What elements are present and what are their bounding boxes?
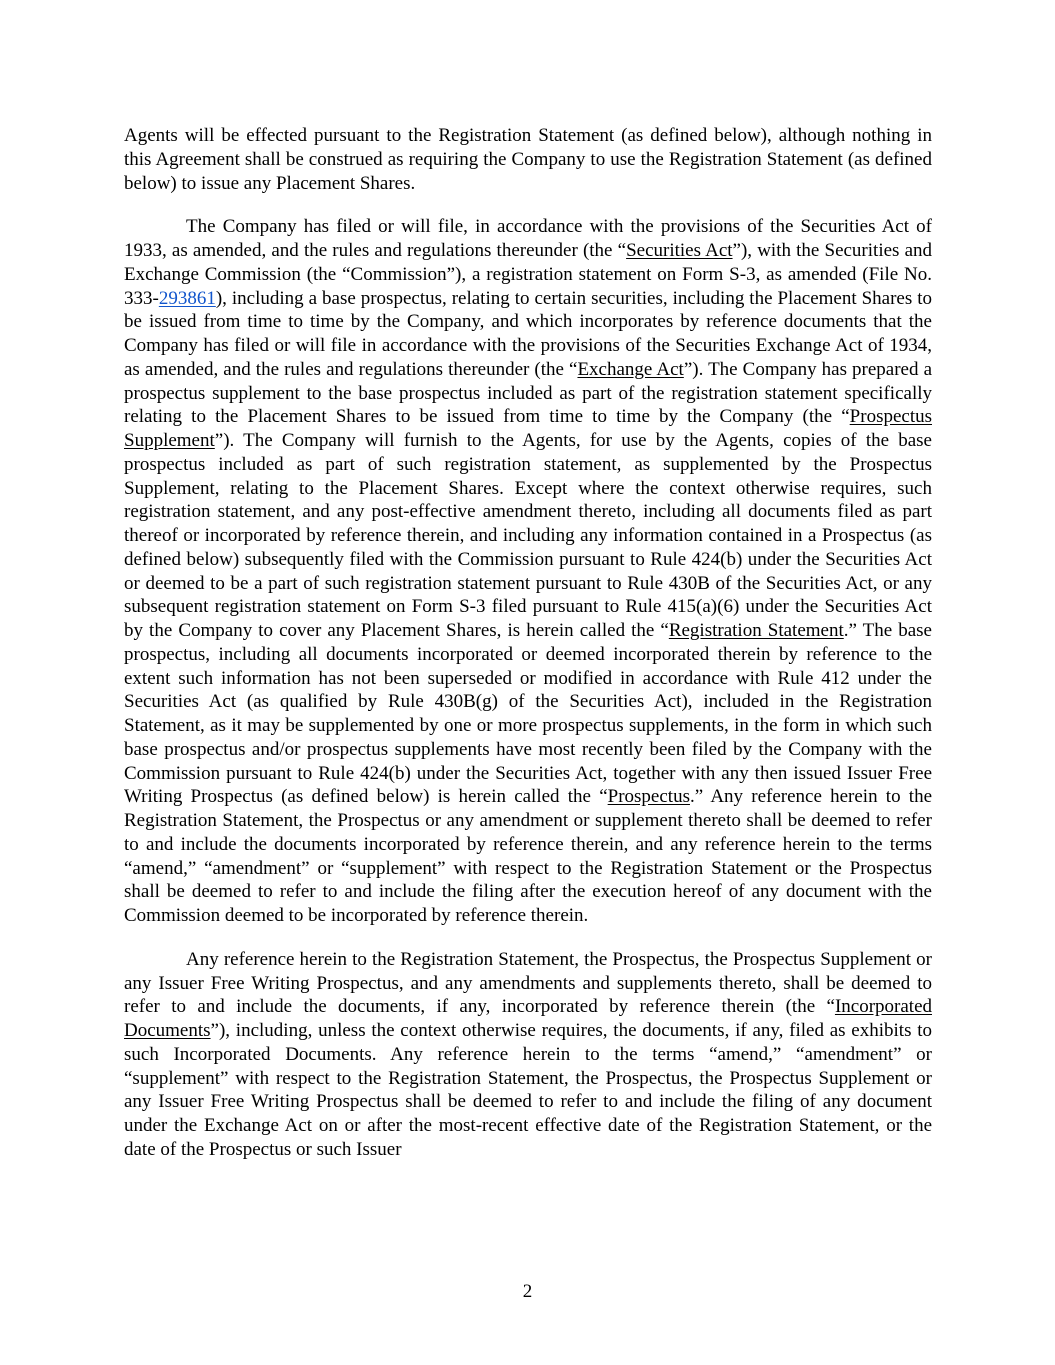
text-segment: ”). The Company will furnish to the Agents, for use by the Agents, copies of the base prospectus included as part of such registration statement, as supplemented by the Prospectus Supplement, relating to the Placement Shares. Except where the context otherwise requires, such registration statement, and any post-effective amendment thereto, including all documents filed as part thereof or incorporated by reference therein, and including any information contained in a Prospectus (as defined below) subsequently filed with the Commission pursuant to Rule 424(b) under the Securities Act or deemed to be a part of such registration statement pursuant to Rule 430B of the Securities Act, or any subsequent registration statement on Form S-3 filed pursuant to Rule 415(a)(6) under the Securities Act by the Company to cover any Placement Shares, is herein called the “ [124, 430, 932, 641]
text-segment: ), including a base prospectus, relating to certain securities, including the Placement Shares to be issued from time to time by the Company, and which incorporates by reference documents that the Company has filed or will file in accordance with the provisions of the Securities Exchange Act of 1934, as amended, and the rules and regulations thereunder (the “ [124, 287, 932, 380]
paragraph-registration-statement [124, 215, 932, 928]
page-number: 2 [522, 1281, 533, 1302]
defined-term-prospectus: Prospectus [607, 786, 690, 808]
defined-term-securities-act: Securities Act [626, 240, 733, 261]
text-segment: .” The base prospectus, including all documents incorporated or deemed incorporated therein by reference to the extent such information has not been superseded or modified in accordance with Rule 412 under the Securities Act (as qualified by Rule 430B(g) of the Securities Act), included in the Registration Statement, as it may be supplemented by one or more prospectus supplements, in the form in which such base prospectus and/or prospectus supplements have most recently been filed by the Company with the Commission pursuant to Rule 424(b) under the Securities Act, together with any then issued Issuer Free Writing Prospectus (as defined below) is herein called the “ [124, 620, 932, 808]
file-number-link[interactable]: 293861 [158, 287, 216, 309]
text-segment: The Company has filed or will file, in accordance with the provisions of the Securities Act of 1933, as amended, and the rules and regulations thereunder (the “ [124, 216, 932, 261]
defined-term-registration-statement: Registration Statement [668, 620, 844, 641]
paragraph-incorporated-documents [124, 948, 932, 1162]
defined-term-prospectus-supplement: Prospectus Supplement [124, 406, 932, 451]
document-body [124, 124, 932, 1182]
text-segment: Any reference herein to the Registration Statement, the Prospectus, the Prospectus Supplement or any Issuer Free Writing Prospectus, and any amendments and supplements thereto, shall be deemed to refer to and include the documents, if any, incorporated by reference therein (the “ [124, 948, 932, 1018]
text-segment: ”), with the Securities and Exchange Commission (the “Commission”), a registration statement on Form S-3, as amended (File No. 333- [124, 240, 933, 309]
text-segment: ”). The Company has prepared a prospectus supplement to the base prospectus included as part of the registration statement specifically relating to the Placement Shares to be issued from time to time by the Company (the “ [124, 358, 932, 428]
text-segment: ”), including, unless the context otherwise requires, the documents, if any, filed as exhibits to such Incorporated Documents. Any reference herein to the terms “amend,” “amendment” or “supplement” with respect to the Registration Statement, the Prospectus, the Prospectus Supplement or any Issuer Free Writing Prospectus shall be deemed to refer to and include the filing of any document under the Exchange Act on or after the most-recent effective date of the Registration Statement, or the date of the Prospectus or such Issuer [124, 1020, 932, 1160]
paragraph-continuation [124, 124, 932, 195]
defined-term-incorporated-documents: Incorporated Documents [124, 996, 932, 1041]
text-segment: .” Any reference herein to the Registration Statement, the Prospectus or any amendment or supplement thereto shall be deemed to refer to and include the documents incorporated by reference therein, and any reference herein to the terms “amend,” “amendment” or “supplement” with respect to the Registration Statement or the Prospectus shall be deemed to refer to and include the filing after the execution hereof of any document with the Commission deemed to be incorporated by reference therein. [124, 786, 933, 926]
defined-term-exchange-act: Exchange Act [577, 358, 684, 380]
text-segment: Agents will be effected pursuant to the Registration Statement (as defined below), although nothing in this Agreement shall be construed as requiring the Company to use the Registration Statement (as defined below) to issue any Placement Shares. [124, 125, 932, 194]
